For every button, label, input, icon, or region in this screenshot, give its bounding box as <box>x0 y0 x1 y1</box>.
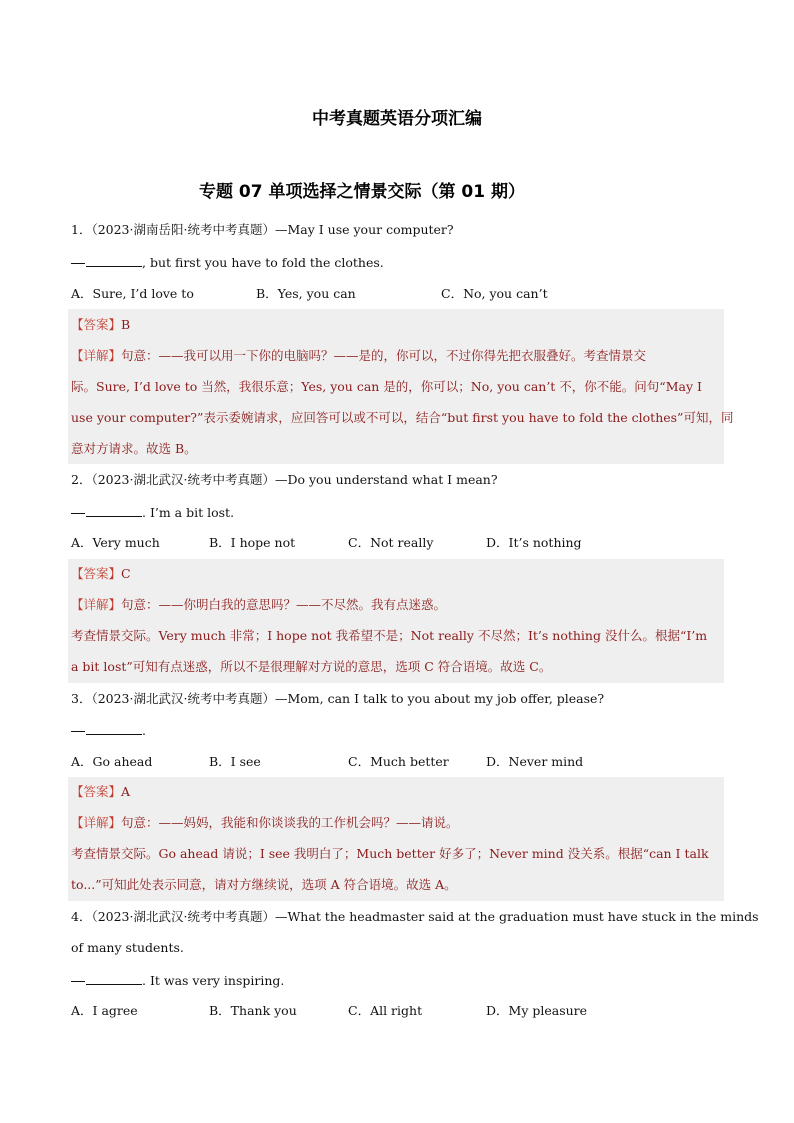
detail-line <box>71 815 459 831</box>
detail-label: 【详解】 <box>71 348 122 363</box>
answer-value: A <box>121 784 131 799</box>
reply-text: . <box>142 723 146 738</box>
option-d: D．My pleasure <box>486 1003 588 1018</box>
dash <box>71 513 85 514</box>
answer-line <box>71 317 130 333</box>
answer-blank <box>86 504 142 517</box>
answer-blank <box>86 254 142 267</box>
dash <box>71 981 85 982</box>
question-4-reply <box>71 972 284 989</box>
question-3-reply <box>71 722 146 739</box>
detail-text: 句意：——我可以用一下你的电脑吗？——是的，你可以，不过你得先把衣服叠好。考查情景交 <box>121 348 647 363</box>
topic-title: 专题 07 单项选择之情景交际（第 01 期） <box>199 182 525 202</box>
dash <box>71 731 85 732</box>
answer-line <box>71 784 130 800</box>
detail-text: to...”可知此处表示同意，请对方继续说，选项 A 符合语境。故选 A。 <box>71 877 457 892</box>
answer-label: 【答案】 <box>71 317 122 332</box>
answer-panel <box>68 777 724 901</box>
option-c: C．No, you can’t <box>441 286 548 301</box>
answer-blank <box>86 722 142 735</box>
option-b: B．I hope not <box>209 535 296 550</box>
option-c: C．All right <box>348 1003 423 1018</box>
question-1-stem: 1．（2023·湖南岳阳·统考中考真题）—May I use your computer? <box>71 222 454 237</box>
detail-text: 考查情景交际。Very much 非常；I hope not 我希望不是；Not really 不尽然；It’s nothing 没什么。根据“I’m <box>71 628 708 643</box>
detail-line <box>71 597 446 613</box>
answer-value: C <box>121 566 131 581</box>
dash <box>71 263 85 264</box>
detail-text: 句意：——妈妈，我能和你谈谈我的工作机会吗？——请说。 <box>121 815 459 830</box>
answer-label: 【答案】 <box>71 566 122 581</box>
question-4-stem-cont: of many students. <box>71 940 184 955</box>
question-4-stem: 4．（2023·湖北武汉·统考中考真题）—What the headmaster said at the graduation must have stuck in the minds <box>71 909 759 924</box>
detail-label: 【详解】 <box>71 597 122 612</box>
answer-panel <box>68 559 724 683</box>
detail-text: a bit lost”可知有点迷惑，所以不是很理解对方说的意思，选项 C 符合语境。故选 C。 <box>71 659 552 674</box>
detail-line <box>71 348 646 364</box>
answer-value: B <box>121 317 131 332</box>
reply-text: . It was very inspiring. <box>142 973 285 988</box>
answer-line <box>71 566 131 582</box>
question-1-reply <box>71 254 384 271</box>
question-3-stem: 3．（2023·湖北武汉·统考中考真题）—Mom, can I talk to you about my job offer, please? <box>71 691 605 706</box>
option-a: A．Go ahead <box>71 754 153 769</box>
detail-text: 际。Sure, I’d love to 当然，我很乐意；Yes, you can 是的，你可以；No, you can’t 不，你不能。问句“May I <box>71 379 702 394</box>
option-c: C．Not really <box>348 535 434 550</box>
reply-text: . I’m a bit lost. <box>142 505 235 520</box>
option-d: D．Never mind <box>486 754 584 769</box>
question-2-stem: 2．（2023·湖北武汉·统考中考真题）—Do you understand what I mean? <box>71 472 498 487</box>
answer-panel <box>68 309 734 464</box>
option-b: B．Thank you <box>209 1003 297 1018</box>
answer-blank <box>86 972 142 985</box>
option-b: B．I see <box>209 754 261 769</box>
reply-text: , but first you have to fold the clothes. <box>142 255 384 270</box>
detail-text: use your computer?”表示委婉请求，应回答可以或不可以，结合“but first you have to fold the clothes”可知，同 <box>71 410 734 425</box>
option-d: D．It’s nothing <box>486 535 582 550</box>
detail-text: 意对方请求。故选 B。 <box>71 441 197 456</box>
detail-text: 句意：——你明白我的意思吗？——不尽然。我有点迷惑。 <box>121 597 447 612</box>
question-2-reply <box>71 504 234 521</box>
detail-text: 考查情景交际。Go ahead 请说；I see 我明白了；Much better 好多了；Never mind 没关系。根据“can I talk <box>71 846 709 861</box>
option-a: A．I agree <box>71 1003 138 1018</box>
answer-label: 【答案】 <box>71 784 122 799</box>
option-b: B．Yes, you can <box>256 286 356 301</box>
page-title: 中考真题英语分项汇编 <box>312 109 482 129</box>
option-a: A．Very much <box>71 535 160 550</box>
detail-label: 【详解】 <box>71 815 122 830</box>
option-c: C．Much better <box>348 754 449 769</box>
option-a: A．Sure, I’d love to <box>71 286 194 301</box>
